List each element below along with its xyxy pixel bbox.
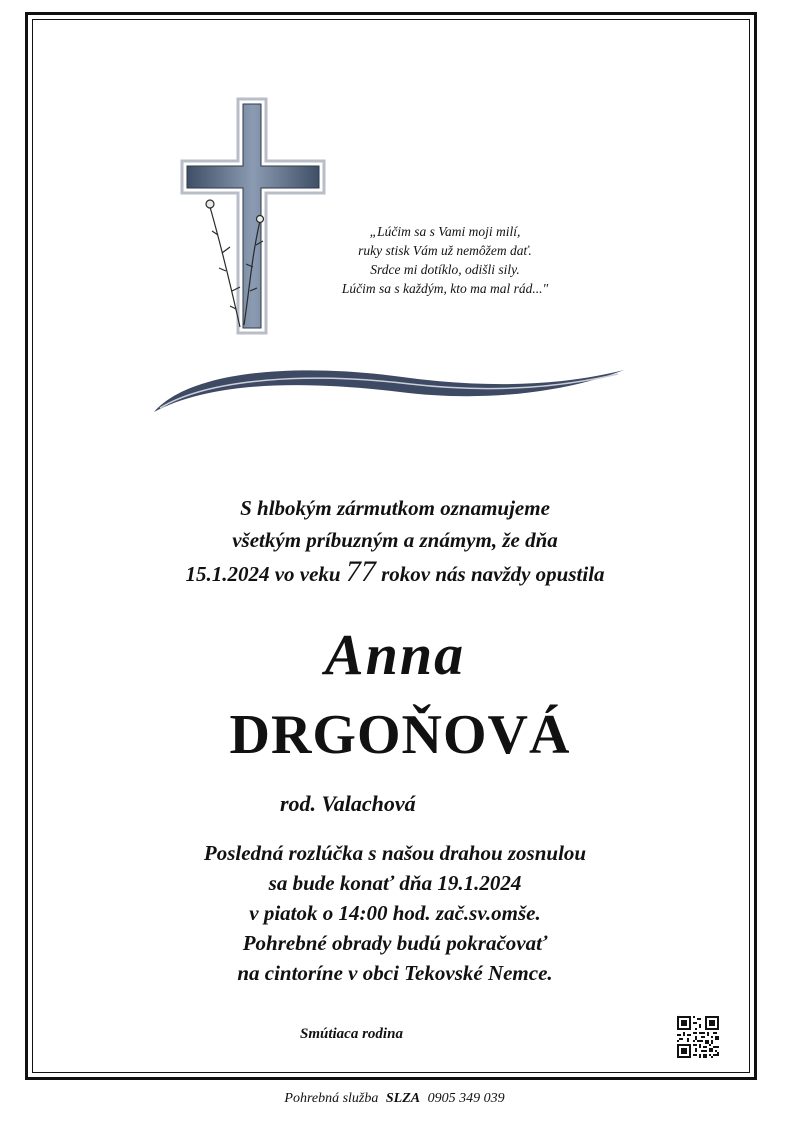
footer-phone: 0905 349 039 [427, 1091, 505, 1106]
announcement-line-1: S hlbokým zármutkom oznamujeme [240, 496, 550, 520]
ceremony-line: v piatok o 14:00 hod. zač.sv.omše. [249, 901, 541, 925]
deceased-last-name: DRGOŇOVÁ [229, 704, 571, 766]
ceremony-line: sa bude konať dňa 19.1.2024 [268, 871, 522, 895]
verse-line: ruky stisk Vám už nemôžem dať. [358, 243, 532, 258]
announcement-line-3 [60, 556, 730, 590]
announcement-date-text: 15.1.2024 vo veku [185, 562, 341, 586]
announcement-line-2: všetkým príbuzným a známym, že dňa [232, 528, 558, 552]
qr-code[interactable] [677, 1016, 719, 1058]
maiden-name: rod. Valachová [280, 791, 416, 816]
death-announcement [60, 492, 730, 590]
announcement-end-text: rokov nás navždy opustila [381, 562, 605, 586]
verse-line: Srdce mi dotíklo, odišli sily. [370, 262, 520, 277]
memorial-verse [270, 222, 620, 298]
footer-label: Pohrebná služba [284, 1091, 379, 1106]
cross-icon [178, 95, 328, 340]
age-value: 77 [345, 555, 376, 588]
mourning-family-signature: Smútiaca rodina [300, 1026, 403, 1042]
deceased-first-name: Anna [324, 622, 466, 687]
funeral-details [60, 838, 730, 988]
funeral-service-footer [0, 1091, 789, 1107]
verse-line: „Lúčim sa s Vami moji milí, [369, 224, 521, 239]
swoosh-decoration [150, 360, 630, 420]
footer-company: SLZA [385, 1091, 421, 1106]
ceremony-line: na cintoríne v obci Tekovské Nemce. [237, 961, 553, 985]
ceremony-line: Posledná rozlúčka s našou drahou zosnulou [203, 841, 587, 865]
ceremony-line: Pohrebné obrady budú pokračovať [242, 931, 548, 955]
verse-line: Lúčim sa s každým, kto ma mal rád..." [341, 281, 549, 296]
